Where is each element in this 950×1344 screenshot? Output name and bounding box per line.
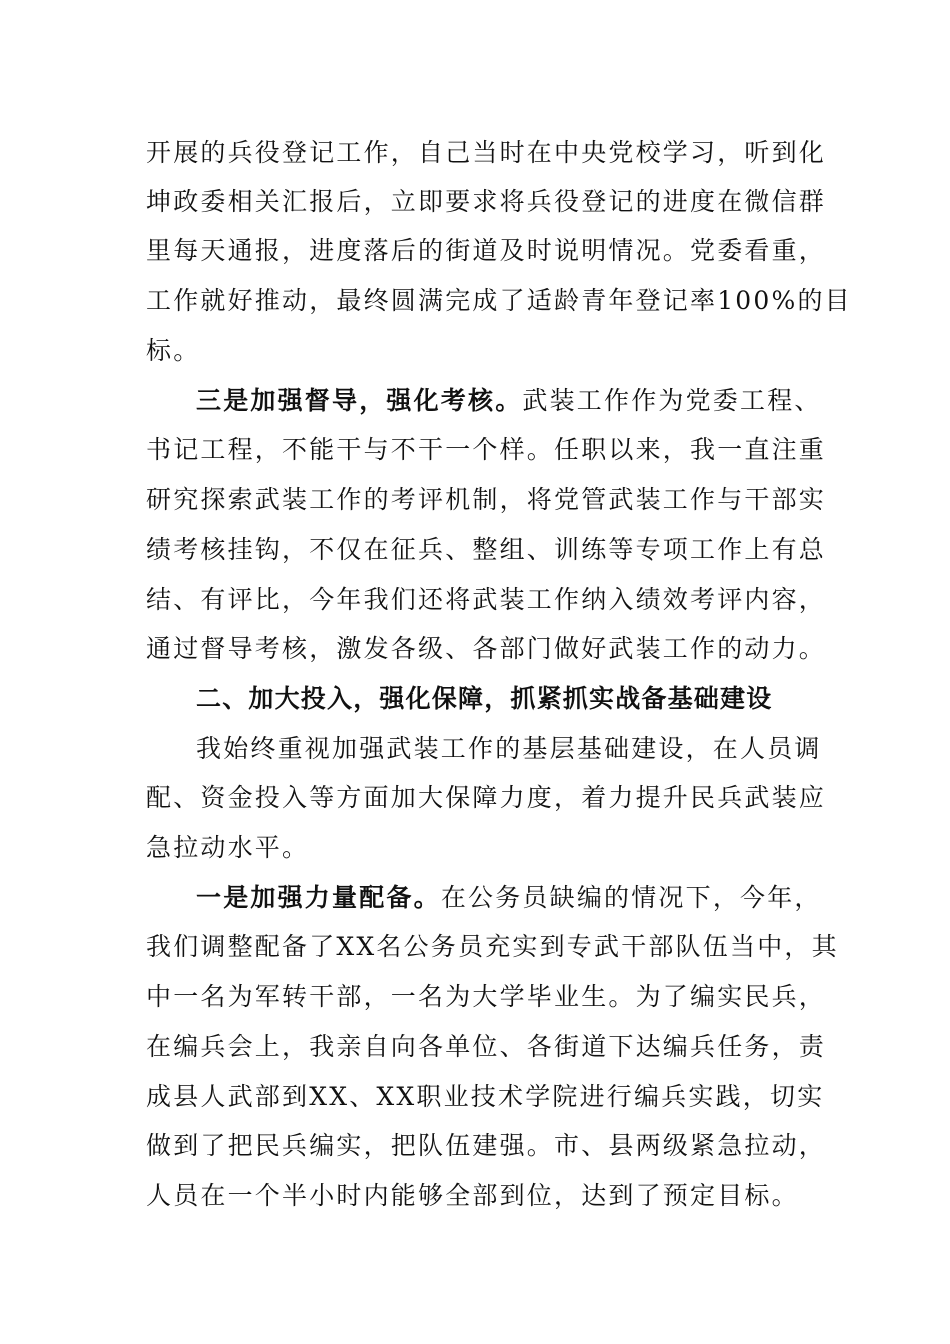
- paragraph-line: 通过督导考核，激发各级、各部门做好武装工作的动力。: [146, 634, 827, 663]
- paragraph-line: 结、有评比，今年我们还将武装工作纳入绩效考评内容，: [146, 585, 827, 614]
- paragraph-first-line: [196, 881, 822, 915]
- paragraph-line: 我们调整配备了XX名公务员充实到专武干部队伍当中，其: [146, 932, 839, 961]
- paragraph-line: 中一名为军转干部，一名为大学毕业生。为了编实民兵，: [146, 982, 827, 1011]
- section-heading: 二、加大投入，强化保障，抓紧抓实战备基础建设: [196, 684, 773, 713]
- paragraph-line: 急拉动水平。: [146, 833, 310, 862]
- paragraph-line: 绩考核挂钩，不仅在征兵、整组、训练等专项工作上有总: [146, 535, 827, 564]
- paragraph-first-line: 我始终重视加强武装工作的基层基础建设，在人员调: [196, 734, 822, 763]
- paragraph-line: 标。: [146, 336, 201, 365]
- paragraph-line: 书记工程，不能干与不干一个样。任职以来，我一直注重: [146, 435, 827, 464]
- paragraph-first-line: [196, 384, 822, 418]
- paragraph-text: 武装工作作为党委工程、: [522, 386, 822, 415]
- paragraph-line: 配、资金投入等方面加大保障力度，着力提升民兵武装应: [146, 783, 827, 812]
- paragraph-line: 做到了把民兵编实，把队伍建强。市、县两级紧急拉动，: [146, 1131, 827, 1160]
- paragraph-line: 成县人武部到XX、XX职业技术学院进行编兵实践，切实: [146, 1082, 825, 1111]
- paragraph-lead: 三是加强督导，强化考核。: [196, 386, 523, 415]
- paragraph-line: 里每天通报，进度落后的街道及时说明情况。党委看重，: [146, 236, 827, 265]
- paragraph-line: 在编兵会上，我亲自向各单位、各街道下达编兵任务，责: [146, 1032, 827, 1061]
- paragraph-lead: 一是加强力量配备。: [196, 883, 441, 912]
- paragraph-line: 人员在一个半小时内能够全部到位，达到了预定目标。: [146, 1181, 799, 1210]
- paragraph-line: 开展的兵役登记工作，自己当时在中央党校学习，听到化: [146, 138, 827, 167]
- paragraph-line: 坤政委相关汇报后，立即要求将兵役登记的进度在微信群: [146, 187, 827, 216]
- paragraph-line: 工作就好推动，最终圆满完成了适龄青年登记率100%的目: [146, 286, 852, 315]
- paragraph-text: 在公务员缺编的情况下，今年，: [440, 883, 822, 912]
- paragraph-line: 研究探索武装工作的考评机制，将党管武装工作与干部实: [146, 485, 827, 514]
